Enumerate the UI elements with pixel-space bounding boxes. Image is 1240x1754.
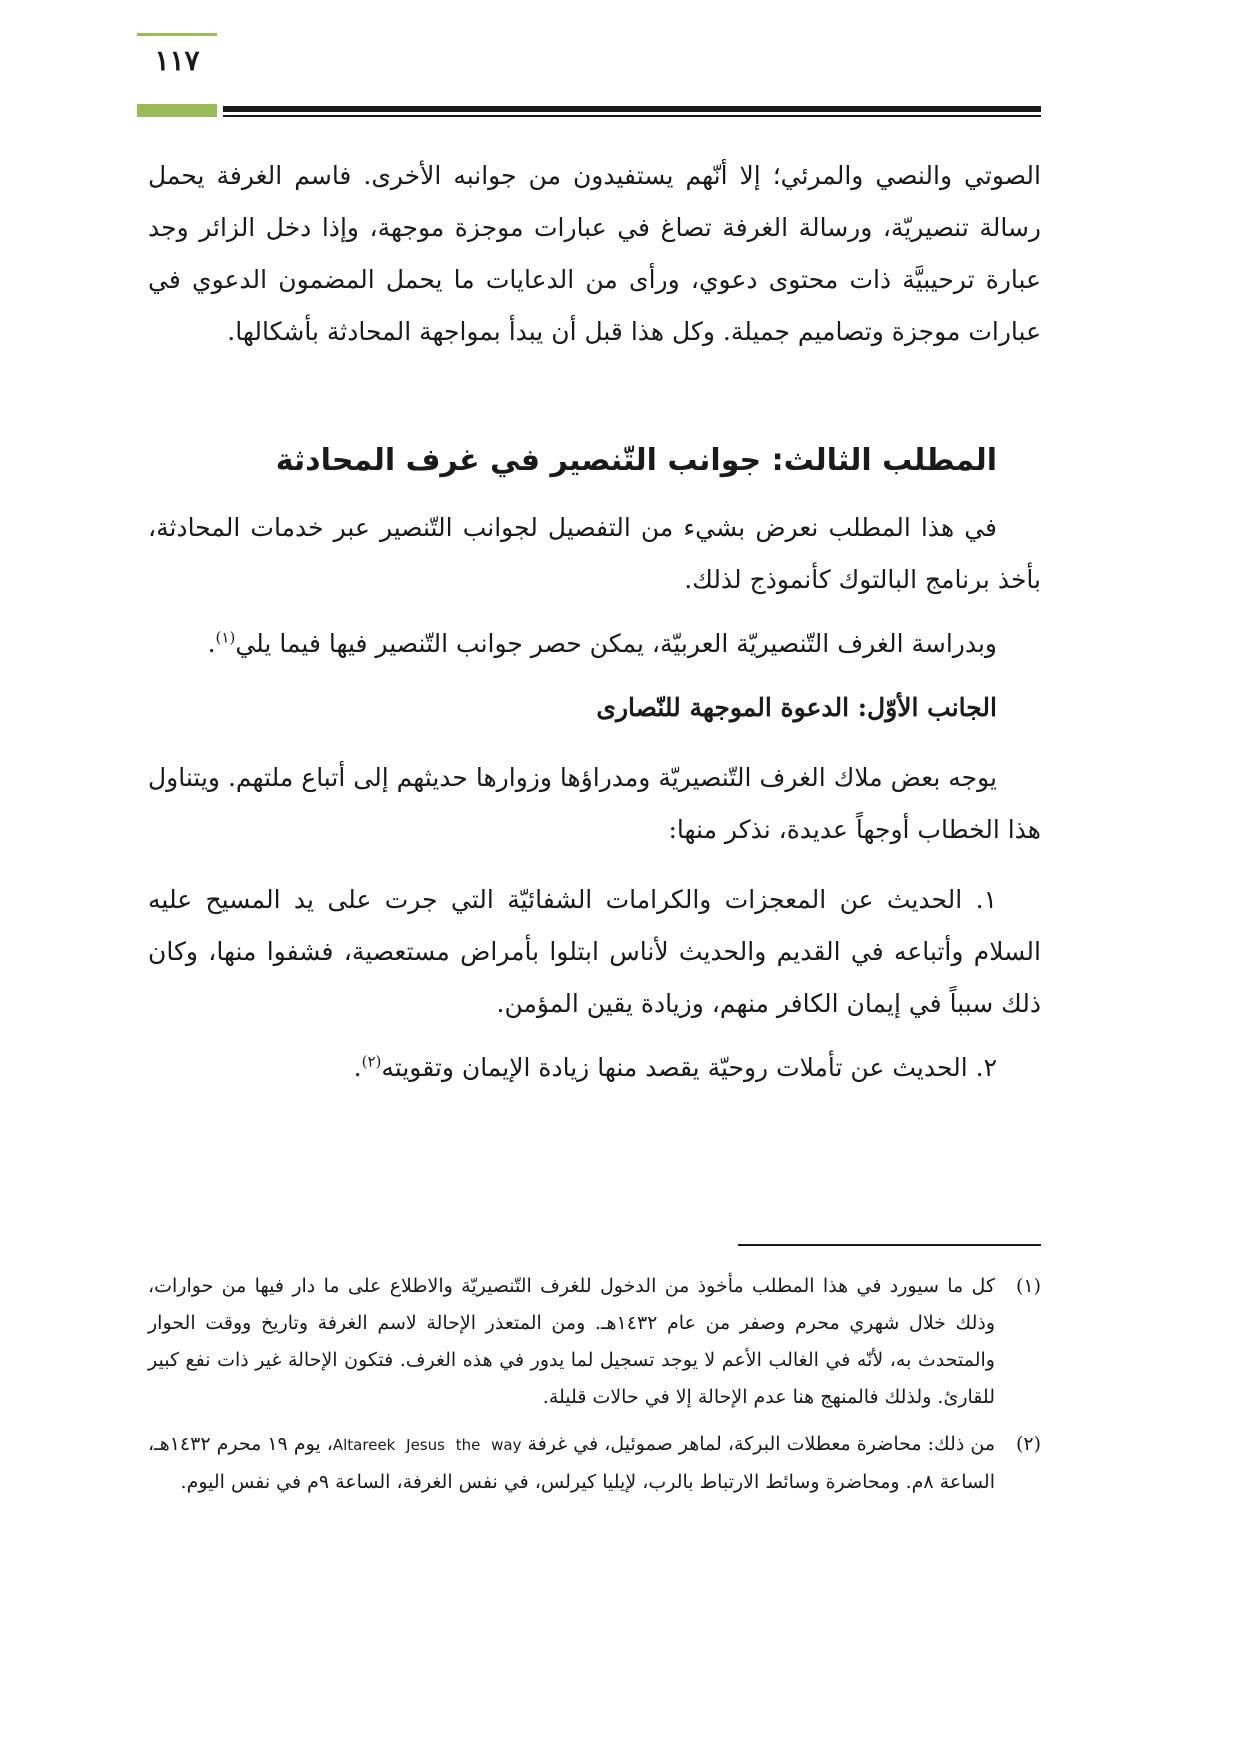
- list-item-2-text: ٢. الحديث عن تأملات روحيّة يقصد منها زيادة الإيمان وتقويته: [381, 1053, 997, 1082]
- header-rule-thin: [223, 115, 1041, 117]
- paragraph-3-text: وبدراسة الغرف التّنصيريّة العربيّة، يمكن حصر جوانب التّنصير فيها فيما يلي: [235, 629, 997, 658]
- footnote-1: [148, 1268, 1041, 1416]
- list-item-2: [148, 1042, 1041, 1094]
- footnote-separator: [738, 1244, 1041, 1246]
- paragraph-3: [148, 618, 1041, 670]
- footnote-ref-1[interactable]: (١): [215, 628, 236, 647]
- header-accent-line: [137, 33, 217, 36]
- paragraph-4: يوجه بعض ملاك الغرف التّنصيريّة ومدراؤها وزوارها حديثهم إلى أتباع ملتهم. ويتناول هذا الخطاب أوجهاً عديدة، نذكر منها:: [148, 763, 1041, 844]
- page-number: ١١٧: [154, 44, 200, 77]
- header-rule-thick: [223, 106, 1041, 112]
- subheading: [148, 682, 1041, 734]
- list-item-2-end: .: [353, 1053, 362, 1082]
- footnote-2-text-b: ، يوم ١٩ محرم ١٤٣٢هـ، الساعة ٨م. ومحاضرة وسائط الارتباط بالرب، لإيليا كيرلس، في نفس الغرفة، الساعة ٩م في نفس اليوم.: [148, 1433, 995, 1493]
- list-item-1: ١. الحديث عن المعجزات والكرامات الشفائيّة التي جرت على يد المسيح عليه السلام وأتباعه في القديم والحديث لأناس ابتلوا بأمراض مستعصية، فشفوا منها، وكان ذلك سبباً في إيمان الكافر منهم، وزيادة يقين المؤمن.: [148, 885, 1041, 1018]
- paragraph-1: الصوتي والنصي والمرئي؛ إلا أنّهم يستفيدون من جوانبه الأخرى. فاسم الغرفة يحمل رسالة تنصيريّة، ورسالة الغرفة تصاغ في عبارات موجزة موجهة، وإذا دخل الزائر وجد عبارة ترحيبيَّة ذات محتوى دعوي، ورأى من الدعايات ما يحمل المضمون الدعوي في عبارات موجزة وتصاميم جميلة. وكل هذا قبل أن يبدأ بمواجهة المحادثة بأشكالها.: [148, 161, 1041, 346]
- footnote-2-text-a: من ذلك: محاضرة معطلات البركة، لماهر صموئيل، في غرفة: [527, 1433, 995, 1455]
- footnote-ref-2[interactable]: (٢): [361, 1052, 382, 1071]
- footnote-1-number: (١): [1015, 1275, 1041, 1297]
- subheading-title: : الدعوة الموجهة للنّصارى: [596, 693, 868, 722]
- paragraph-3-end: .: [207, 629, 216, 658]
- footnotes: [148, 1268, 1041, 1511]
- footnote-1-text: كل ما سيورد في هذا المطلب مأخوذ من الدخول للغرف التّنصيريّة والاطلاع على ما دار فيها من حوارات، وذلك خلال شهري محرم وصفر من عام ١٤٣٢هـ. ومن المتعذر الإحالة لاسم الغرفة وتاريخ ووقت الحوار والمتحدث به، لأنّه في الغالب الأعم لا يوجد تسجيل لما يدور في هذه الغرف. فتكون الإحالة غير ذات نفع كبير للقارئ. ولذلك فالمنهج هنا عدم الإحالة إلا في حالات قليلة.: [148, 1275, 995, 1408]
- subheading-label: الجانب الأوّل: [867, 693, 997, 722]
- main-text: [148, 150, 1041, 1094]
- section-heading: المطلب الثالث: جوانب التّنصير في غرف المحادثة: [275, 443, 997, 478]
- header-accent-block: [137, 104, 217, 117]
- footnote-2: [148, 1426, 1041, 1501]
- footnote-2-room-name: Altareek Jesus the way: [332, 1436, 522, 1454]
- paragraph-2: في هذا المطلب نعرض بشيء من التفصيل لجوانب التّنصير عبر خدمات المحادثة، بأخذ برنامج البالتوك كأنموذج لذلك.: [148, 513, 1041, 594]
- footnote-2-number: (٢): [1015, 1433, 1041, 1455]
